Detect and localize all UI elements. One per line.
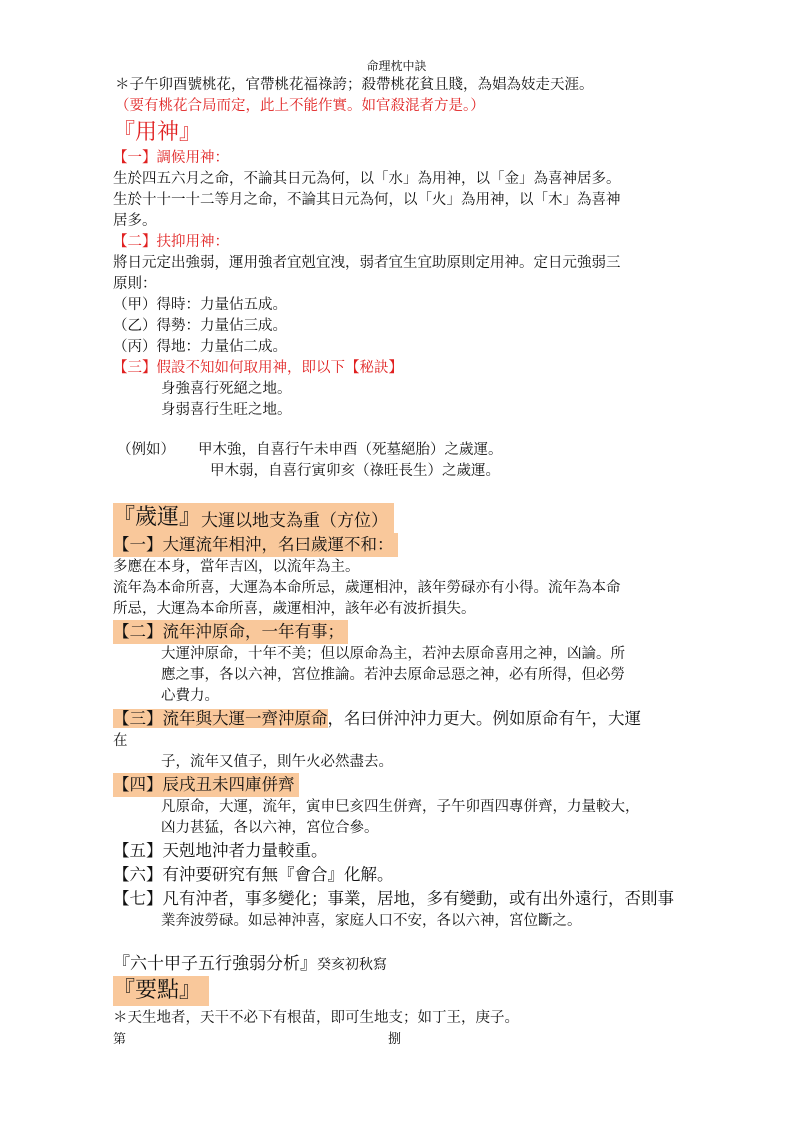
paragraph-line: 原則： [113, 276, 157, 292]
paragraph-line: 大運沖原命，十年不美；但以原命為主，若沖去原命喜用之神，凶論。所 [161, 646, 625, 662]
paragraph-line: 居多。 [113, 213, 157, 229]
jiazi-title: 『六十甲子五行強弱分析』 [113, 954, 317, 974]
paragraph-line: 業奔波勞碌。如忌神沖喜，家庭人口不安，各以六神，宮位斷之。 [161, 913, 582, 929]
page-header: 命理枕中訣 [366, 59, 427, 73]
yaodian-title: 『要點』 [113, 976, 209, 1006]
paragraph-line: 子，流年又值子，則午火必然盡去。 [161, 754, 393, 770]
paragraph-line: 生於十十一十二等月之命，不論其日元為何，以「火」為用神，以「木」為喜神 [113, 192, 621, 208]
suiyun-item-3-title: 【三】流年與大運一齊沖原命 [113, 709, 328, 728]
suiyun-item-7: 【七】凡有沖者，事多變化；事業，居地，多有變動，或有出外遠行，否則事 [113, 889, 674, 908]
paragraph-line: 應之事，各以六神，宮位推論。若沖去原命忌惡之神，必有所得，但必勞 [161, 667, 625, 683]
example-label: （例如） [117, 442, 175, 458]
suiyun-heading [113, 503, 394, 533]
suiyun-subtitle: 大運以地支為重（方位） [201, 511, 389, 531]
paragraph-line: ＊天生地者，天干不必下有根苗，即可生地支；如丁王，庚子。 [113, 1010, 519, 1026]
paragraph-line: 生於四五六月之命，不論其日元為何，以「水」為用神，以「金」為喜神居多。 [113, 171, 621, 187]
list-item: （丙）得地：力量佔二成。 [113, 339, 287, 355]
suiyun-title: 『歲運』 [113, 505, 202, 530]
paragraph-line: 所忌，大運為本命所喜，歲運相沖，該年必有波折損失。 [113, 601, 476, 617]
jiazi-note: 癸亥初秋寫 [317, 957, 387, 973]
example-line: 甲木弱，自喜行寅卯亥（祿旺長生）之歲運。 [210, 463, 500, 479]
list-item: （乙）得勢：力量佔三成。 [113, 318, 287, 334]
paragraph-line: 將日元定出強弱，運用強者宜剋宜洩，弱者宜生宜助原則定用神。定日元強弱三 [113, 255, 621, 271]
footer-page: 捌 [388, 1032, 402, 1047]
suiyun-item-1-title: 【一】大運流年相沖，名曰歲運不和： [113, 533, 398, 557]
suiyun-item-3 [113, 707, 641, 731]
yongshen-section-3-title: 【三】假設不知如何取用神，即以下【秘訣】 [113, 360, 403, 376]
paragraph-line: 心費力。 [161, 688, 219, 704]
jiazi-heading [113, 952, 387, 976]
suiyun-item-2-title: 【二】流年沖原命，一年有事； [113, 620, 348, 644]
paragraph-line: 多應在本身，當年吉凶，以流年為主。 [113, 559, 360, 575]
paragraph-line: 凡原命，大運，流年，寅申巳亥四生併齊，子午卯酉四專併齊，力量較大， [161, 799, 640, 815]
paragraph-line: 在 [113, 733, 128, 749]
taohua-note: （要有桃花合局而定，此上不能作實。如官殺混者方是。） [115, 98, 485, 114]
suiyun-item-3-rest: ，名曰併沖沖力更大。例如原命有午，大運 [327, 709, 641, 728]
list-item: （甲）得時：力量佔五成。 [113, 297, 287, 313]
suiyun-item-5: 【五】天剋地沖者力量較重。 [113, 841, 328, 860]
example-line: 甲木強，自喜行午未申酉（死墓絕胎）之歲運。 [198, 442, 503, 458]
paragraph-line: 身強喜行死絕之地。 [161, 381, 292, 397]
yongshen-title: 『用神』 [113, 120, 202, 145]
suiyun-item-6: 【六】有沖要研究有無『會合』化解。 [113, 865, 394, 884]
taohua-verse: ＊子午卯酉號桃花，官帶桃花福祿誇；殺帶桃花貧且賤，為娼為妓走天涯。 [115, 77, 594, 93]
paragraph-line: 凶力甚猛，各以六神，宮位合參。 [161, 820, 379, 836]
footer-left: 第 [113, 1032, 127, 1047]
yongshen-section-1-title: 【一】調候用神： [113, 150, 229, 166]
paragraph-line: 流年為本命所喜，大運為本命所忌，歲運相沖，該年勞碌亦有小得。流年為本命 [113, 580, 621, 596]
yongshen-section-2-title: 【二】扶抑用神： [113, 234, 229, 250]
suiyun-item-4-title: 【四】辰戌丑未四庫併齊 [113, 773, 299, 797]
paragraph-line: 身弱喜行生旺之地。 [161, 402, 292, 418]
